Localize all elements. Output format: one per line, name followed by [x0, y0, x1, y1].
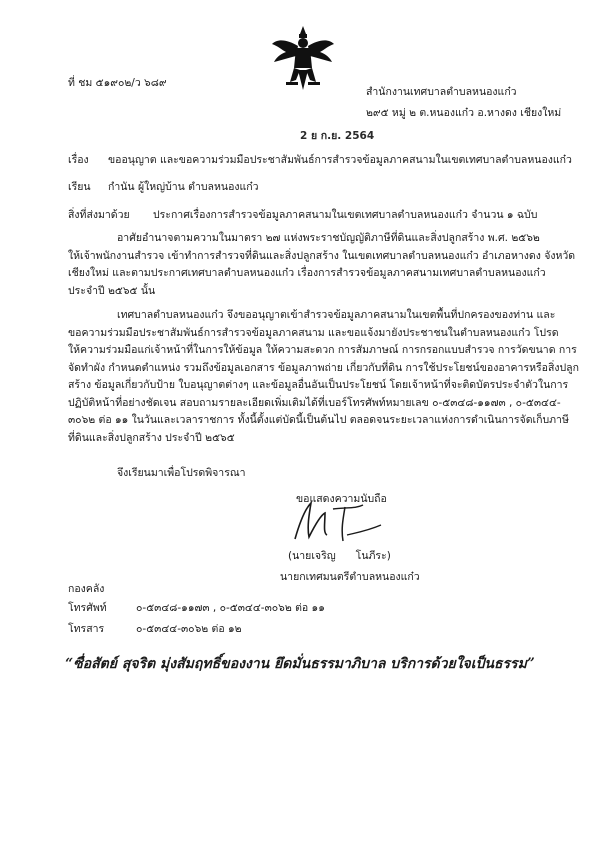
- phone-value: ๐-๕๓๔๘-๑๑๗๓ , ๐-๕๓๔๔-๓๐๖๒ ต่อ ๑๑: [136, 602, 325, 614]
- body-line: อาศัยอำนาจตามความในมาตรา ๒๗ แห่งพระราชบัญญัติภาษีที่ดินและสิ่งปลูกสร้าง พ.ศ. ๒๕๖๒: [117, 232, 540, 244]
- body-line: ให้ความร่วมมือแก่เจ้าหน้าที่ในการให้ข้อมูล ให้ความสะดวก การสัมภาษณ์ การกรอกแบบสำรวจ การวัดขนาด การ: [68, 344, 577, 356]
- body-line: ที่ดินและสิ่งปลูกสร้าง ประจำปี ๒๕๖๕: [68, 431, 235, 444]
- organization-motto: “ซื่อสัตย์ สุจริต มุ่งสัมฤทธิ์ของงาน ยึดมั่นธรรมาภิบาล บริการด้วยใจเป็นธรรม”: [65, 656, 535, 672]
- signature-closing: ขอแสดงความนับถือ: [296, 493, 387, 505]
- phone-label: โทรศัพท์: [68, 602, 107, 614]
- enclosure-text: ประกาศเรื่องการสำรวจข้อมูลภาคสนามในเขตเทศบาลตำบลหนองแก๋ว จำนวน ๑ ฉบับ: [153, 209, 538, 221]
- signatory-name: (นายเจริญ โนภีระ): [288, 550, 391, 562]
- body-line: จัดทำผัง กำหนดตำแหน่ง รวมถึงข้อมูลเอกสาร ข้อมูลภาพถ่าย เกี่ยวกับที่ดิน การใช้ประโยชน์ของอาคารหรือสิ่งปลูก: [68, 361, 579, 374]
- body-line: ปฏิบัติหน้าที่อย่างชัดเจน สอบถามรายละเอียดเพิ่มเติมได้ที่เบอร์โทรศัพท์หมายเลข ๐-๕๓๔๘-๑๑๗๓ , ๐-๕๓๔๔-: [68, 396, 561, 409]
- division-name: กองคลัง: [68, 583, 105, 595]
- recipient-text: กำนัน ผู้ใหญ่บ้าน ตำบลหนองแก๋ว: [108, 181, 259, 193]
- sender-address: ๒๙๕ หมู่ ๒ ต.หนองแก๋ว อ.หางดง เชียงใหม่: [366, 107, 562, 119]
- body-line: ให้เจ้าพนักงานสำรวจ เข้าทำการสำรวจที่ดินและสิ่งปลูกสร้าง ในเขตเทศบาลตำบลหนองแก๋ว อำเภอหางดง จังหวัด: [68, 249, 576, 262]
- closing-request: จึงเรียนมาเพื่อโปรดพิจารณา: [117, 467, 246, 479]
- fax-value: ๐-๕๓๔๔-๓๐๖๒ ต่อ ๑๒: [136, 623, 242, 635]
- sender-office: สำนักงานเทศบาลตำบลหนองแก๋ว: [366, 86, 517, 98]
- body-paragraph-2: [68, 307, 579, 447]
- subject-text: ขออนุญาต และขอความร่วมมือประชาสัมพันธ์การสำรวจข้อมูลภาคสนามในเขตเทศบาลตำบลหนองแก๋ว: [108, 154, 572, 166]
- body-line: สร้าง ข้อมูลเกี่ยวกับป้าย ใบอนุญาตต่างๆ และข้อมูลอื่นอันเป็นประโยชน์ โดยเจ้าหน้าที่จะติดบัตรประจำตัวในการ: [68, 379, 569, 391]
- subject-label: เรื่อง: [68, 154, 89, 166]
- body-line: เทศบาลตำบลหนองแก๋ว จึงขออนุญาตเข้าสำรวจข้อมูลภาคสนามในเขตพื้นที่ปกครองของท่าน และ: [117, 309, 556, 321]
- enclosure-label: สิ่งที่ส่งมาด้วย: [68, 209, 130, 221]
- garuda-emblem: [270, 24, 336, 94]
- body-line: ขอความร่วมมือประชาสัมพันธ์การสำรวจข้อมูลภาคสนาม และขอแจ้งมายังประชาชนในตำบลหนองแก๋ว โปรด: [68, 326, 559, 339]
- recipient-label: เรียน: [68, 181, 91, 193]
- body-paragraph-1: [68, 230, 575, 300]
- body-line: ๓๐๖๒ ต่อ ๑๑ ในวันและเวลาราชการ ทั้งนี้ตั้งแต่บัดนี้เป็นต้นไป ตลอดจนระยะเวลาแห่งการดำเนินการจัดเก็บภาษี: [68, 414, 569, 426]
- signatory-position: นายกเทศมนตรีตำบลหนองแก๋ว: [280, 571, 420, 583]
- fax-label: โทรสาร: [68, 623, 105, 635]
- document-number: ที่ ชม ๕๑๙๐๒/ว ๖๘๙: [68, 77, 167, 89]
- body-line: เชียงใหม่ และตามประกาศเทศบาลตำบลหนองแก๋ว เรื่องการสำรวจข้อมูลภาคสนามเทศบาลตำบลหนองแก๋ว: [68, 267, 546, 279]
- handwritten-signature: [285, 495, 395, 547]
- body-line: ประจำปี ๒๕๖๕ นั้น: [68, 284, 156, 297]
- date-stamp: 2 ย ก.ย. 2564: [300, 130, 375, 142]
